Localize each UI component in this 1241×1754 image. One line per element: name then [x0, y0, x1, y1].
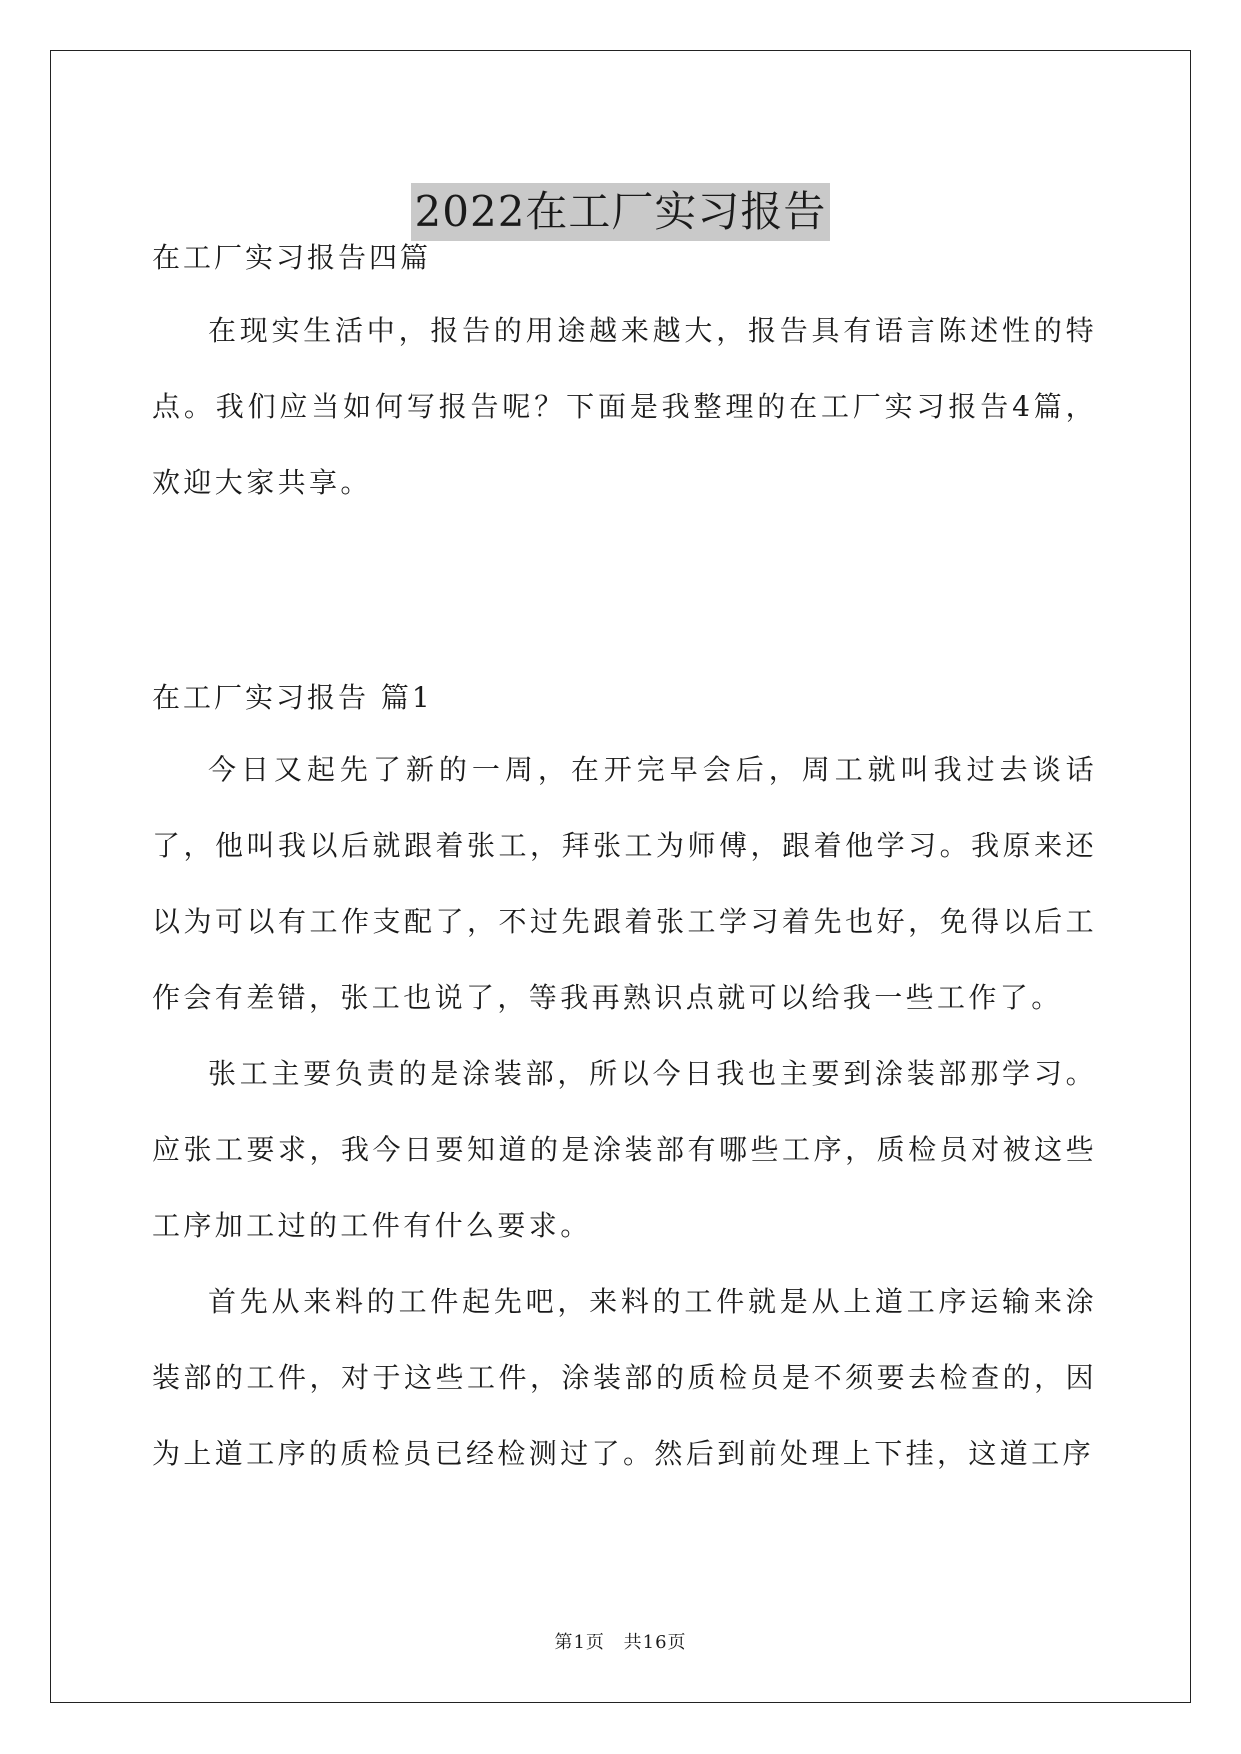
page-footer — [0, 1628, 1241, 1654]
document-title: 2022在工厂实习报告 — [411, 183, 831, 241]
body-paragraph: 首先从来料的工件起先吧，来料的工件就是从上道工序运输来涂装部的工件，对于这些工件，涂装部的质检员是不须要去检查的，因为上道工序的质检员已经检测过了。然后到前处理上下挂，这道工序 — [152, 1285, 1097, 1470]
intro-paragraph: 在现实生活中，报告的用途越来越大，报告具有语言陈述性的特点。我们应当如何写报告呢？下面是我整理的在工厂实习报告4篇，欢迎大家共享。 — [152, 314, 1097, 499]
body-paragraph: 今日又起先了新的一周，在开完早会后，周工就叫我过去谈话了，他叫我以后就跟着张工，拜张工为师傅，跟着他学习。我原来还以为可以有工作支配了，不过先跟着张工学习着先也好，免得以后工作会有差错，张工也说了，等我再熟识点就可以给我一些工作了。 — [152, 753, 1097, 1014]
page-number: 第1页 — [554, 1632, 605, 1653]
page-total: 共16页 — [623, 1632, 687, 1653]
document-subtitle: 在工厂实习报告四篇 — [152, 241, 432, 274]
section-body — [152, 732, 1097, 1492]
body-paragraph: 张工主要负责的是涂装部，所以今日我也主要到涂装部那学习。应张工要求，我今日要知道的是涂装部有哪些工序，质检员对被这些工序加工过的工件有什么要求。 — [152, 1057, 1097, 1242]
intro-block — [152, 293, 1097, 521]
section-heading: 在工厂实习报告 篇1 — [152, 681, 433, 714]
